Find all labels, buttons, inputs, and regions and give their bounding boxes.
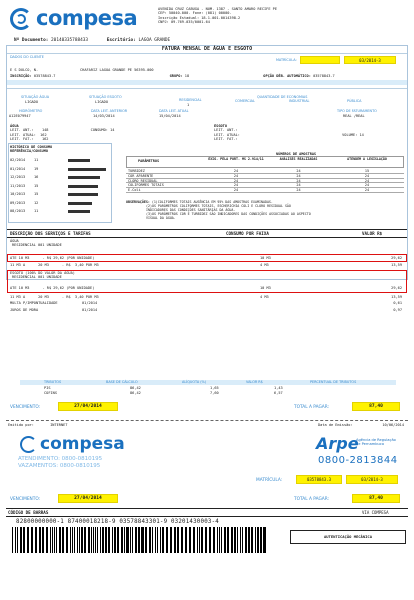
barcode-bar (12, 527, 13, 553)
barcode-bar (35, 527, 37, 553)
barcode-bar (17, 527, 18, 553)
history-row (10, 158, 110, 164)
tributo-name: PIS (44, 386, 51, 390)
quality-param: E.Coli (128, 188, 141, 193)
history-ref: 08/2013 (10, 209, 26, 213)
tributos-col-aliquota: ALÍQUOTA (%) (182, 380, 207, 384)
total-value: 87,40 (352, 402, 400, 411)
history-row (10, 192, 110, 198)
agua-faixa-2-desc: 11 M3 A 20 M3 - R$ 3,40 POR M3 (10, 263, 99, 267)
emissao-label: Data de Emissão: (318, 423, 353, 427)
divider (6, 508, 408, 509)
barcode-bar (79, 527, 80, 553)
quality-col-exig: EXIG. PELA PORT. MS 2.914/11 (208, 157, 264, 161)
leit-ant-label: LEIT. ANT.: (10, 128, 34, 133)
barcode-bar (193, 527, 194, 553)
history-ref: 01/2014 (10, 166, 26, 171)
tipo-faturamento-label: TIPO DE FATURAMENTO (337, 109, 377, 113)
tributo-name: COFINS (44, 391, 57, 395)
esgoto-faixa-1-val: 29,62 (391, 286, 402, 290)
history-value: 11 (34, 209, 39, 213)
barcode-bar (260, 527, 262, 553)
esgoto-faixa-2-val: 13,59 (391, 295, 402, 299)
tipo-faturamento-value: REAL /REAL (343, 114, 365, 118)
barcode-bar (117, 527, 119, 553)
quality-col-params: PARÂMETROS (138, 159, 160, 163)
history-row (10, 201, 110, 207)
barcode-bar (189, 527, 191, 553)
client-bar (7, 80, 407, 85)
emissao-value: 10/06/2014 (382, 423, 404, 427)
divider (7, 53, 407, 54)
history-bar (68, 168, 106, 171)
barcode-bar (248, 527, 250, 553)
via-label: VIA COMPESA (362, 510, 389, 515)
stub-matricula-value: 03578843.3 (296, 475, 342, 484)
history-bar (68, 210, 90, 213)
quality-observations (126, 200, 406, 220)
barcode-bar (235, 527, 236, 553)
quality-atendem: 24 (364, 173, 370, 178)
barcode-bar (217, 527, 218, 553)
agua-section-label: ÁGUA (10, 239, 19, 243)
tributos-col-base: BASE DE CÁLCULO (106, 380, 138, 384)
divider (7, 88, 407, 89)
barcode-bar (166, 527, 168, 553)
agua-faixa-1-val: 29,62 (391, 256, 402, 260)
barcode-bar (242, 527, 243, 553)
agua-residencial: RESIDENCIAL 001 UNIDADE (12, 243, 62, 248)
barcode-bar (199, 527, 200, 553)
obs-line-5: VISUAL DA ÁGUA. (146, 216, 176, 221)
barcode-bar (255, 527, 256, 553)
tributo-aliquota: 1,65 (210, 386, 219, 390)
barcode-bar (105, 527, 107, 553)
address-line-3: Inscrição Estadual: 18.1.001.0014398-2 (158, 15, 241, 20)
doc-number-value: 20140335788433 (51, 38, 89, 43)
barcode-bar (72, 527, 73, 553)
barcode-bar (157, 527, 158, 553)
emitido-value: INTERNET (50, 423, 68, 427)
address-line-2: CEP: 50040-000. Fone: (081) 00000- (158, 11, 232, 16)
data-leit-anterior-value: 14/03/2014 (93, 114, 115, 118)
quality-analises: 24 (296, 178, 301, 183)
barcode-bar (205, 527, 207, 553)
situacao-esgoto-value: LIGADO (95, 100, 108, 104)
barcode-bar (66, 527, 68, 553)
quality-atendem: 24 (364, 183, 370, 188)
history-value: 19 (34, 166, 39, 171)
barcode-bar (15, 527, 16, 553)
company-address (158, 7, 408, 25)
agua-faixa-1-desc: ATE 10 M3 - R$ 29,62 (POR UNIDADE) (10, 256, 95, 260)
barcode-bar (237, 527, 238, 553)
barcode-bar (56, 527, 57, 553)
barcode-bar (88, 527, 90, 553)
barcode-bar (263, 527, 265, 553)
barcode-bar (31, 527, 33, 553)
quality-analises: 24 (296, 169, 301, 173)
juros-label: JUROS DE MORA (10, 308, 39, 312)
barcode-bar (194, 527, 195, 553)
barcode-bar (74, 527, 75, 553)
quality-analises: 24 (296, 183, 301, 188)
invoice-title: FATURA MENSAL DE ÁGUA E ESGOTO (161, 46, 253, 52)
quality-title: NÚMEROS DE AMOSTRAS (276, 152, 317, 156)
quality-param: COLIFORMES TOTAIS (128, 183, 164, 188)
stub-venc-label: VENCIMENTO: (10, 497, 41, 502)
leit-atual-value: 162 (40, 132, 47, 137)
barcode-bar (185, 527, 187, 553)
history-row (10, 175, 110, 181)
history-ref: 12/2013 (10, 175, 26, 179)
barcode-bar (121, 527, 123, 553)
barcode-bar (126, 527, 128, 553)
logo (10, 6, 150, 32)
barcode-bar (52, 527, 53, 553)
data-leit-anterior-label: DATA LEIT. ANTERIOR (91, 109, 128, 113)
publica-label: PÚBLICA (347, 99, 362, 103)
barcode-bar (213, 527, 214, 553)
barcode-bar (102, 527, 104, 553)
logo-swirl-inner-icon (16, 14, 26, 24)
barcode-bar (152, 527, 153, 553)
atendimento-phone: ATENDIMENTO: 0800-0810195 (18, 456, 103, 462)
consumo-label: CONSUMO: (90, 128, 108, 133)
vencimento-label: VENCIMENTO: (10, 405, 41, 410)
tributo-base: 86,42 (130, 391, 141, 395)
barcode (12, 527, 267, 553)
barcode-bar (245, 527, 247, 553)
esgoto-faixa-1-desc: ATE 10 M3 - R$ 29,62 (POR UNIDADE) (10, 286, 95, 290)
barcode-bar (59, 527, 61, 553)
multa-label: MULTA P/IMPONTUALIDADE (10, 301, 58, 305)
service-grid (7, 95, 407, 123)
tributos-col-percentual: PERCENTUAL DE TRIBUTOS (310, 380, 357, 384)
esgoto-faixa-2-cons: 4 M3 (260, 295, 269, 299)
barcode-bar (124, 527, 125, 553)
barcode-bar (132, 527, 133, 553)
barcode-bar (46, 527, 48, 553)
opcao-label: OPÇÃO DÉB. AUTOMÁTICO: (263, 74, 311, 78)
office-label: Escritório: (106, 38, 136, 43)
barcode-digits: 82800000000-1 87400018218-9 03578843301-9 03201430003-4 (16, 519, 219, 525)
barcode-bar (77, 527, 78, 553)
address-line-4: CNPJ: 09.769.035/0001-64 (158, 20, 210, 25)
services-header-val: VALOR R$ (362, 231, 383, 236)
tributo-aliquota: 7,60 (210, 391, 219, 395)
barcode-bar (257, 527, 259, 553)
barcode-bar (197, 527, 198, 553)
residencial-value: 1 (187, 103, 190, 107)
economias-label: QUANTIDADE DE ECONOMIAS (257, 95, 308, 99)
volume-value: 14 (359, 132, 364, 137)
quality-exig: 24 (233, 178, 239, 183)
situacao-agua-value: LIGADO (25, 100, 38, 104)
client-meta-row (10, 74, 405, 78)
history-bar (68, 185, 98, 188)
opcao-value: 03578843.7 (313, 74, 335, 78)
history-row (10, 167, 110, 173)
quality-exig: 24 (233, 169, 239, 173)
industrial-label: INDUSTRIAL (289, 99, 310, 103)
multa-ref: 01/2014 (82, 301, 98, 305)
residencial-label: RESIDENCIAL (179, 98, 202, 102)
readings-esgoto (214, 124, 404, 142)
quality-exig: 24 (233, 173, 239, 178)
situacao-esgoto-label: SITUAÇÃO ESGOTO (89, 95, 122, 99)
quality-param: CLORO RESIDUAL (128, 178, 158, 183)
stub-contacts (18, 456, 102, 470)
stub-logo-swirl-icon (20, 436, 37, 453)
quality-exig: 24 (233, 183, 239, 188)
barcode-bar (221, 527, 222, 553)
barcode-bar (209, 527, 211, 553)
arpe-subtitle (356, 438, 396, 446)
esgoto-leit-fat-label: LEIT. FAT.: (214, 137, 238, 142)
barcode-bar (135, 527, 137, 553)
stub-total-value: 87,40 (352, 494, 400, 503)
matricula-box (300, 56, 340, 64)
barcode-bar (149, 527, 151, 553)
history-value: 15 (34, 192, 39, 196)
inscricao-value: 03578843.7 (33, 74, 56, 78)
inscricao-label: INSCRIÇÃO: (10, 74, 32, 78)
multa-value: 0,61 (393, 301, 402, 305)
history-value: 11 (34, 158, 39, 162)
barcode-bar (240, 527, 241, 553)
quality-col-atendem: ATENDEM A LEGISLAÇÃO (347, 157, 387, 161)
data-leit-atual-label: DATA LEIT. ATUAL (159, 109, 189, 113)
barcode-bar (70, 527, 71, 553)
obs-line-2: (2)OS PARÂMETROS COLIFORMES TOTAIS, ESCHERICHIA COLI E CLORO RESIDUAL SÃO (146, 204, 291, 209)
arpe-subtitle-2: de Pernambuco (356, 442, 385, 447)
emitido-label: Emitido por: (8, 423, 34, 427)
client-address: CHAFARIZ LAGOA GRANDE PE 56395-000 (80, 68, 154, 72)
group-label: GRUPO: (169, 74, 183, 78)
esgoto-label: ESGOTO (214, 124, 227, 128)
barcode-bar (227, 527, 229, 553)
history-bar (68, 159, 90, 162)
services-esgoto-block (10, 271, 406, 280)
history-ref: 10/2013 (10, 192, 26, 196)
history-row (10, 209, 110, 215)
juros-value: 0,97 (393, 308, 402, 312)
tributo-row (20, 391, 396, 396)
arpe-phone: 0800-2813844 (318, 455, 398, 466)
multa-row (10, 301, 406, 305)
barcode-bar (91, 527, 92, 553)
barcode-bar (93, 527, 94, 553)
barcode-bar (54, 527, 55, 553)
tributo-valor: 1,43 (274, 386, 283, 390)
readings-agua (10, 124, 210, 142)
tributo-base: 86,42 (130, 386, 141, 390)
stub-reference-value: 03/2014-3 (346, 475, 398, 484)
history-row (10, 184, 110, 190)
barcode-bar (84, 527, 86, 553)
barcode-bar (231, 527, 233, 553)
quality-atendem: 24 (364, 178, 370, 183)
barcode-bar (145, 527, 147, 553)
history-ref: 02/2014 (10, 158, 26, 162)
leit-ant-value: 148 (41, 128, 49, 133)
hidrometro-value: A12E079947 (9, 114, 31, 118)
barcode-bar (81, 527, 83, 553)
barcode-bar (234, 527, 235, 553)
barcode-bar (95, 527, 96, 553)
quality-param: TURBIDEZ (128, 169, 145, 173)
emitido-row (8, 423, 408, 427)
leit-fat-value: 162 (41, 137, 49, 142)
comercial-label: COMERCIAL (235, 99, 255, 103)
volume-label: VOLUME: (342, 132, 358, 137)
juros-row (10, 308, 406, 312)
logo-text: compesa (36, 6, 138, 30)
quality-param: COR APARENTE (128, 173, 154, 178)
barcode-bar (174, 527, 176, 553)
leit-fat-label: LEIT. FAT.: (10, 137, 34, 142)
obs-line-1: (1)COLIFORMES TOTAIS AUSÊNCIA EM 95% DAS AMOSTRAS EXAMINADAS. (151, 200, 273, 204)
barcode-bar (160, 527, 161, 553)
barcode-bar (170, 527, 172, 553)
barcode-bar (20, 527, 22, 553)
barcode-bar (219, 527, 220, 553)
barcode-bar (141, 527, 143, 553)
stub-total-label: TOTAL A PAGAR: (294, 497, 330, 502)
tributos-col-valor: VALOR R$ (246, 380, 263, 384)
quality-atendem: 24 (364, 188, 370, 193)
barcode-bar (251, 527, 253, 553)
office-value: LAGOA GRANDE (138, 38, 171, 43)
obs-label: OBSERVAÇÕES: (126, 200, 150, 204)
tributos-col-name: TRIBUTOS (44, 380, 62, 384)
arpe-wordmark: Arpe (316, 434, 359, 453)
agua-label: ÁGUA (10, 124, 19, 128)
barcode-bar (27, 527, 29, 553)
history-bar (68, 193, 98, 196)
barcode-bar (39, 527, 41, 553)
client-name: E S DULCO, N. (10, 68, 39, 72)
barcode-bar (224, 527, 226, 553)
history-title: HISTÓRICO DE CONSUMO (10, 145, 53, 149)
quality-analises: 24 (296, 188, 301, 193)
hidrometro-label: HIDRÔMETRO (19, 109, 43, 113)
barcode-bar (214, 527, 215, 553)
quality-atendem: 15 (364, 169, 370, 173)
arpe-subtitle-1: Agência de Regulação (356, 438, 396, 442)
document-row (14, 38, 394, 43)
barcode-bar (50, 527, 51, 553)
total-label: TOTAL A PAGAR: (294, 405, 330, 410)
services-header-cons: CONSUMO POR FAIXA (226, 231, 269, 236)
barcode-bar (177, 527, 179, 553)
barcode-bar (201, 527, 203, 553)
barcode-bar (108, 527, 110, 553)
tributo-valor: 6,57 (274, 391, 283, 395)
cut-line (6, 420, 408, 421)
auth-label: AUTENTICAÇÃO MECÂNICA (323, 534, 372, 539)
agua-faixa-2-cons: 4 M3 (260, 263, 269, 267)
data-leit-atual-value: 15/04/2014 (159, 114, 181, 118)
esgoto-section-label: ESGOTO (100% DO VALOR DA ÁGUA) (10, 271, 75, 275)
quality-col-analises: ANÁLISES REALIZADAS (279, 157, 318, 161)
barcode-bar (42, 527, 44, 553)
esgoto-leit-ant-label: LEIT. ANT.: (214, 128, 238, 133)
barcode-bar (100, 527, 101, 553)
obs-line-4: (3)OS PARÂMETROS COR E TURBIDEZ SÃO INDICADORES DAS CONDIÇÕES ASSOCIADAS AO ASPECTO (146, 212, 311, 217)
barcode-bar (138, 527, 140, 553)
barcode-bar (155, 527, 156, 553)
divider (7, 229, 407, 230)
barcode-bar (181, 527, 183, 553)
divider (7, 237, 407, 238)
services-agua-block (10, 239, 406, 248)
reference-box: 03/2014-3 (344, 56, 396, 64)
history-bar (68, 202, 92, 205)
divider (6, 516, 408, 517)
esgoto-faixa-1-cons: 10 M3 (260, 286, 271, 290)
stub-logo (20, 434, 160, 456)
situacao-agua-label: SITUAÇÃO ÁGUA (21, 95, 50, 99)
client-data-label: DADOS DO CLIENTE (10, 55, 44, 59)
consumo-value: 14 (110, 128, 115, 133)
history-value: 16 (34, 175, 39, 179)
barcode-label: CÓDIGO DE BARRAS (8, 510, 49, 515)
barcode-bar (130, 527, 131, 553)
barcode-bar (97, 527, 98, 553)
obs-line-3: INDICADORES DAS CONDIÇÕES SANITÁRIAS DA ÁGUA. (146, 208, 236, 213)
barcode-bar (162, 527, 164, 553)
esgoto-leit-atual-label: LEIT. ATUAL: (214, 132, 240, 137)
history-subtitle: REFERÊNCIA/CONSUMO (10, 149, 48, 153)
group-value: 18 (184, 74, 190, 78)
esgoto-residencial: RESIDENCIAL 001 UNIDADE (12, 275, 62, 280)
agua-faixa-2-val: 13,59 (391, 263, 402, 267)
barcode-bar (62, 527, 64, 553)
history-ref: 11/2013 (10, 183, 26, 188)
vencimento-value: 27/04/2014 (58, 402, 118, 411)
services-header-desc: DESCRIÇÃO DOS SERVIÇOS E TARIFAS (10, 231, 91, 236)
quality-exig: 24 (233, 188, 239, 193)
vazamentos-phone: VAZAMENTOS: 0800-0810195 (18, 463, 101, 469)
esgoto-faixa-2-desc: 11 M3 A 20 M3 - R$ 3,40 POR M3 (10, 295, 99, 299)
history-value: 12 (34, 200, 39, 205)
stub-logo-text: compesa (40, 434, 125, 454)
quality-analises: 24 (296, 173, 301, 178)
history-value: 15 (34, 183, 39, 188)
arpe-logo (316, 434, 406, 454)
juros-ref: 01/2014 (82, 308, 98, 312)
stub-matricula-label: MATRÍCULA: (256, 478, 283, 483)
stub-venc-value: 27/04/2014 (58, 494, 118, 503)
address-line-1: AVENIDA CRUZ CABUGA - NUM. 1387 - SANTO AMARO RECIFE PE (158, 7, 277, 11)
barcode-bar (112, 527, 113, 553)
history-bar (68, 176, 100, 179)
history-ref: 09/2013 (10, 200, 26, 205)
matricula-label: MATRÍCULA: (276, 58, 297, 62)
doc-number-label: Nº Documento: (14, 38, 49, 43)
barcode-bar (23, 527, 25, 553)
agua-faixa-1-cons: 10 M3 (260, 256, 271, 260)
quality-row (126, 188, 404, 193)
leit-atual-label: LEIT. ATUAL: (10, 132, 36, 137)
barcode-bar (114, 527, 116, 553)
